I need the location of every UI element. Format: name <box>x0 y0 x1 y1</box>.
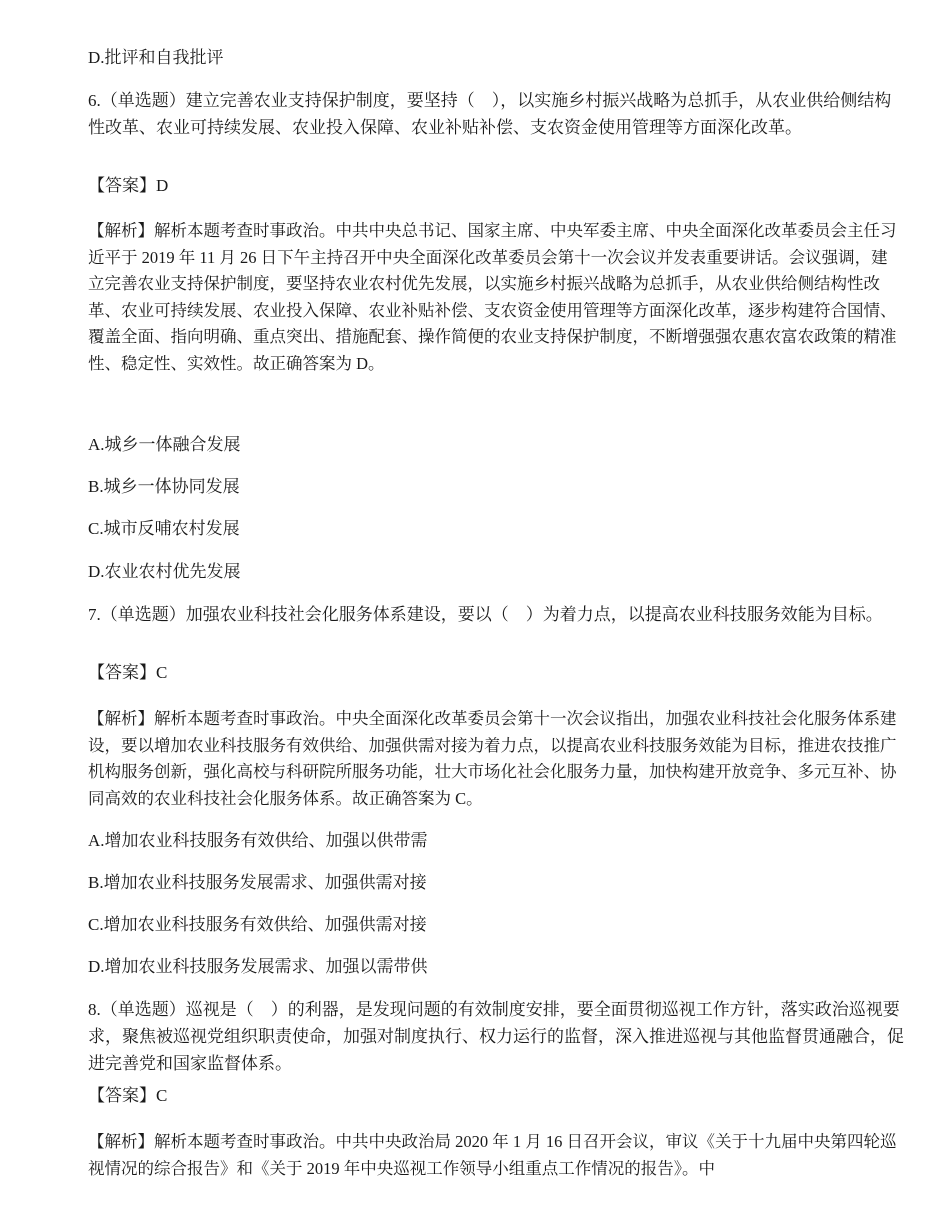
question-6-explanation: 【解析】解析本题考查时事政治。中共中央总书记、国家主席、中央军委主席、中央全面深化改革委员会主任习近平于 2019 年 11 月 26 日下午主持召开中央全面深化改革委员会第十一次会议并发表重要讲话。会议强调，建立完善农业支持保护制度，要坚持农业农村优先发展，以实施乡村振兴战略为总抓手，从农业供给侧结构性改革、农业可持续发展、农业投入保障、农业补贴补偿、支农资金使用管理等方面深化改革，逐步构建符合国情、覆盖全面、指向明确、重点突出、措施配套、操作简便的农业支持保护制度，不断增强强农惠农富农政策的精准性、稳定性、实效性。故正确答案为 D。 <box>88 221 897 373</box>
question-7-answer: 【答案】C <box>88 663 168 682</box>
question-6-option-b: B.城乡一体协同发展 <box>88 477 240 496</box>
question-6-stem: 6.（单选题）建立完善农业支持保护制度，要坚持（ ），以实施乡村振兴战略为总抓手，从农业供给侧结构性改革、农业可持续发展、农业投入保障、农业补贴补偿、支农资金使用管理等方面深化改革。 <box>88 91 892 137</box>
question-6-option-a: A.城乡一体融合发展 <box>88 435 241 454</box>
question-6-answer: 【答案】D <box>88 176 169 195</box>
question-7-stem: 7.（单选题）加强农业科技社会化服务体系建设，要以（ ）为着力点，以提高农业科技服务效能为目标。 <box>88 605 883 624</box>
question-6-option-d: D.农业农村优先发展 <box>88 562 241 581</box>
question-7-option-a: A.增加农业科技服务有效供给、加强以供带需 <box>88 831 428 850</box>
question-8-answer: 【答案】C <box>88 1086 168 1105</box>
question-6-option-c: C.城市反哺农村发展 <box>88 519 240 538</box>
prev-option-d: D.批评和自我批评 <box>88 48 224 67</box>
question-7-option-d: D.增加农业科技服务发展需求、加强以需带供 <box>88 957 428 976</box>
question-7-option-b: B.增加农业科技服务发展需求、加强供需对接 <box>88 873 427 892</box>
question-7-option-c: C.增加农业科技服务有效供给、加强供需对接 <box>88 915 427 934</box>
question-7-explanation: 【解析】解析本题考查时事政治。中央全面深化改革委员会第十一次会议指出，加强农业科技社会化服务体系建设，要以增加农业科技服务有效供给、加强供需对接为着力点，以提高农业科技服务效能为目标，推进农技推广机构服务创新，强化高校与科研院所服务功能，壮大市场化社会化服务力量，加快构建开放竞争、多元互补、协同高效的农业科技社会化服务体系。故正确答案为 C。 <box>88 709 897 808</box>
question-8-stem: 8.（单选题）巡视是（ ）的利器，是发现问题的有效制度安排，要全面贯彻巡视工作方针，落实政治巡视要求，聚焦被巡视党组织职责使命，加强对制度执行、权力运行的监督，深入推进巡视与其他监督贯通融合，促进完善党和国家监督体系。 <box>88 1000 904 1073</box>
question-8-explanation: 【解析】解析本题考查时事政治。中共中央政治局 2020 年 1 月 16 日召开会议，审议《关于十九届中央第四轮巡视情况的综合报告》和《关于 2019 年中央巡视工作领导小组重点工作情况的报告》。中 <box>88 1132 897 1178</box>
